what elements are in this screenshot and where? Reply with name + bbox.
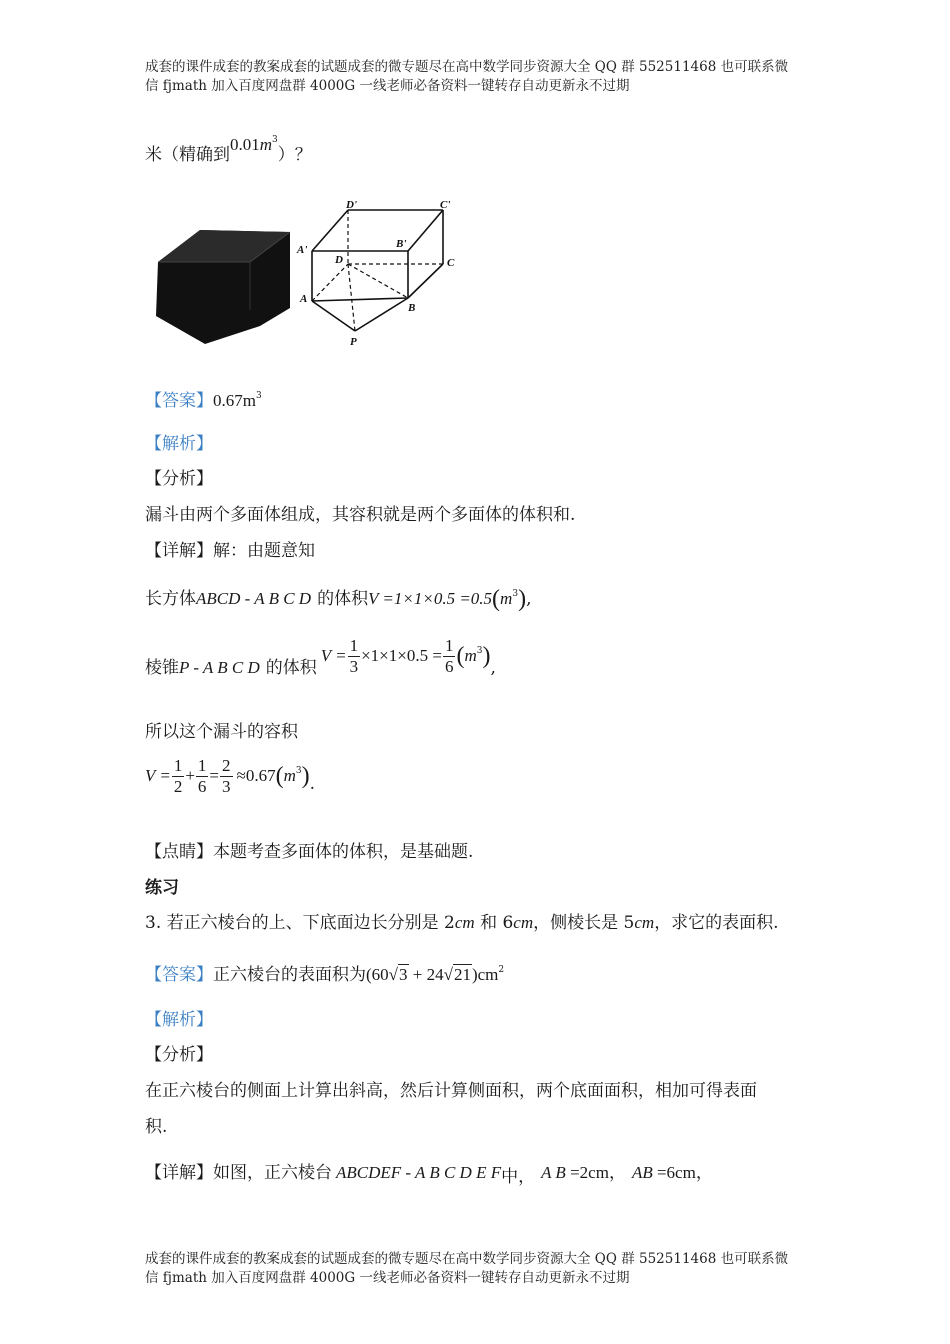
q2-answer-value: 0.67m: [213, 391, 256, 410]
footer-line-2: 信 fjmath 加入百度网盘群 4000G 一线老师必备资料一键转存自动更新永不过期: [145, 1270, 630, 1286]
q3-answer: 【答案】正六棱台的表面积为$(60√3 + 24√21)cm^2$: [145, 965, 505, 985]
q2-line2-pre: 棱锥: [145, 658, 179, 678]
header-line-2: 信 fjmath 加入百度网盘群 4000G 一线老师必备资料一键转存自动更新永不过期: [145, 78, 630, 94]
q3-detail-sep: ，: [608, 1163, 626, 1183]
fraction-one-half: $\frac{1}{2}$: [173, 756, 183, 796]
q2-sum-v: V =: [145, 766, 171, 785]
q2-fenxi-text: 漏斗由两个多面体组成，其容积就是两个多面体的体积和.: [145, 505, 576, 525]
q3-frustum-name: ABCDEF - A B C D E F: [336, 1163, 502, 1182]
q2-sum-post: .: [309, 774, 316, 794]
q3-detail-tag: 【详解】: [145, 1163, 213, 1183]
q3-unit-2: cm: [513, 913, 534, 932]
fraction-two-thirds: $\frac{2}{3}$: [222, 756, 231, 796]
q3-fenxi-line-1: 在正六棱台的侧面上计算出斜高，然后计算侧面积，两个底面面积，相加可得表面: [145, 1081, 757, 1101]
q2-dianjing-tag: 【点睛】: [145, 842, 213, 862]
q2-cuboid-line: 长方体ABCD - A B C D 的体积$V =1\times 1\times 0.5 =0.5(m^3)$,: [145, 586, 532, 612]
q2-line2-formula: ×1×1×0.5 =: [361, 646, 442, 665]
q3-unit-1: cm: [454, 913, 475, 932]
q2-sum-unit: m: [283, 766, 296, 785]
funnel-solid-image: [156, 230, 290, 344]
q2-line1-mid: 的体积: [317, 589, 369, 609]
practice-heading: 练习: [145, 878, 179, 898]
page-footer: [145, 1250, 825, 1288]
q2-tail-unit: m: [259, 135, 273, 154]
fraction-one-third: $\frac{1}{3}$: [349, 636, 359, 676]
q3-answer-b: + 24: [408, 965, 444, 984]
q2-answer-exp: 3: [255, 391, 262, 401]
label-A: A: [300, 293, 308, 305]
q3-stem-c: ，侧棱长是 5: [533, 913, 635, 933]
q2-line2-name: P - A B C D: [179, 658, 260, 677]
q2-fenxi-tag: 【分析】: [145, 469, 213, 489]
q2-tail-value: 0.01: [230, 135, 260, 154]
q2-pyramid-line: 棱锥P - A B C D 的体积V = $\frac{1}{3}$ ×1×1×0.5 = $\frac{1}{6}$ $(m^3)$,: [145, 636, 496, 678]
q2-line1-pre: 长方体: [145, 589, 196, 609]
q2-sum-text: 所以这个漏斗的容积: [145, 722, 298, 742]
q2-detail-tag: 【详解】: [145, 541, 213, 561]
q2-line1-formula: V =1×1×0.5 =0.5: [368, 589, 493, 608]
q3-edge-bottom: AB: [631, 1163, 653, 1182]
q2-dianjing-text: 本题考查多面体的体积，是基础题.: [213, 842, 474, 862]
label-D-prime: D': [346, 199, 357, 211]
q3-stem: [145, 911, 779, 935]
q2-line2-v: V =: [320, 646, 347, 665]
q3-stem-d: ，求它的表面积.: [654, 913, 779, 933]
fraction-one-sixth-2: $\frac{1}{6}$: [197, 756, 207, 796]
page-header: [145, 58, 825, 96]
q2-tail-a: 米（精确到: [145, 145, 230, 165]
q2-answer: [145, 384, 262, 413]
q2-line1-lparen: (: [492, 586, 501, 612]
funnel-wireframe: [312, 210, 443, 331]
q3-answer-c: )cm: [471, 965, 499, 984]
q3-answer-exp: 2: [498, 965, 505, 975]
q3-unit-3: cm: [634, 913, 655, 932]
q2-line2-unit: m: [464, 646, 477, 665]
q2-line1-unit: m: [500, 589, 513, 608]
q3-analysis-tag: 【解析】: [145, 1010, 213, 1030]
label-B-prime: B': [396, 238, 407, 250]
fraction-one-sixth: $\frac{1}{6}$: [444, 636, 454, 676]
label-A-prime: A': [297, 244, 308, 256]
q2-sum-approx: ≈0.67: [236, 766, 276, 785]
q2-tail-exp: 3: [272, 135, 278, 145]
label-C-prime: C': [440, 199, 451, 211]
q3-detail-end: ，: [695, 1163, 713, 1183]
label-B: B: [408, 302, 416, 314]
q2-detail-text: 解：由题意知: [213, 541, 315, 561]
q3-answer-root-1: 3: [399, 965, 408, 984]
q3-answer-a: (60: [366, 965, 389, 984]
q3-fenxi-tag: 【分析】: [145, 1045, 213, 1065]
q2-line1-rparen: ): [518, 586, 527, 612]
q2-tail: [145, 135, 312, 167]
q2-sum-eq: =: [209, 766, 219, 785]
q2-line2-post: ,: [490, 658, 496, 678]
q3-detail-a: 如图，正六棱台: [213, 1163, 332, 1183]
label-D: D: [335, 254, 343, 266]
header-line-1: 成套的课件成套的教案成套的试题成套的微专题尽在高中数学同步资源大全 QQ 群 552511468 也可联系微: [145, 59, 789, 75]
q3-edge-bottom-value: =6cm: [652, 1163, 696, 1182]
q2-dianjing: [145, 840, 473, 864]
label-P: P: [350, 336, 357, 348]
q3-edge-top: A B: [541, 1163, 566, 1182]
q3-answer-pre: 正六棱台的表面积为: [213, 965, 366, 985]
q2-answer-tag: 【答案】: [145, 391, 213, 411]
q3-detail: [145, 1161, 713, 1185]
q2-line1-post: ,: [526, 589, 532, 609]
q2-line1-name: ABCD - A B C D: [196, 589, 312, 608]
q3-stem-a: 3. 若正六棱台的上、下底面边长分别是 2: [145, 913, 455, 933]
q3-answer-tag: 【答案】: [145, 965, 213, 985]
q2-tail-b: ）？: [277, 145, 312, 165]
q3-answer-root-2: 21: [453, 965, 471, 984]
q3-stem-b: 和 6: [474, 913, 514, 933]
q3-edge-top-value: =2cm: [565, 1163, 609, 1182]
q2-analysis-tag: 【解析】: [145, 434, 213, 454]
footer-line-1: 成套的课件成套的教案成套的试题成套的微专题尽在高中数学同步资源大全 QQ 群 552511468 也可联系微: [145, 1251, 789, 1267]
q3-fenxi-line-2: 积.: [145, 1117, 168, 1137]
q2-detail: [145, 539, 315, 563]
q2-line2-mid: 的体积: [265, 658, 317, 678]
q2-sum-plus: +: [185, 766, 195, 785]
q2-sum-formula: V = $\frac{1}{2}$ + $\frac{1}{6}$ = $\frac{2}{3}$ $\approx 0.67(m^3)$.: [145, 756, 316, 796]
q3-detail-mid: 中，: [501, 1167, 536, 1187]
label-C: C: [447, 257, 455, 269]
funnel-figure: [150, 198, 470, 353]
